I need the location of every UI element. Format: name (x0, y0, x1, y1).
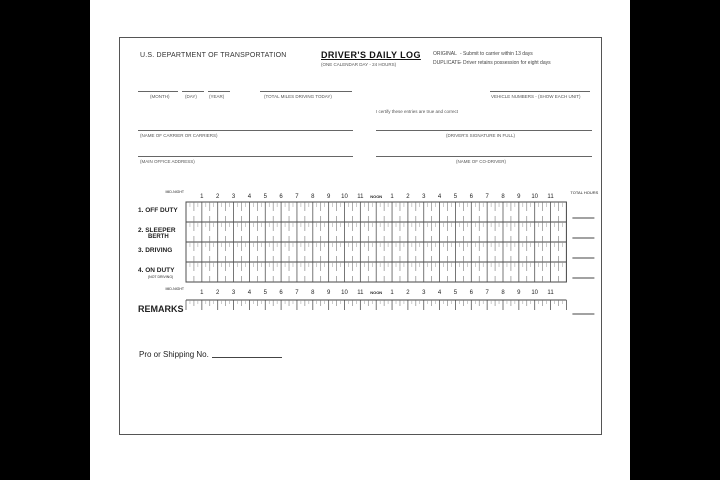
driver-signature-line[interactable] (376, 130, 592, 131)
certify-statement: I certify these entries are true and correct (376, 109, 459, 114)
form-title: DRIVER'S DAILY LOG (321, 50, 421, 60)
hour-label-bottom: 3 (231, 290, 236, 296)
hour-label-bottom: 6 (279, 290, 283, 296)
hour-label-top: 4 (247, 194, 252, 200)
hour-label-bottom: 3 (422, 290, 426, 296)
hour-label-bottom: 10 (531, 290, 539, 296)
hour-label-top: 8 (311, 194, 315, 200)
hour-label-top: 1 (390, 194, 394, 200)
month-line[interactable] (138, 91, 178, 92)
day-caption: (DAY) (185, 94, 197, 99)
total-miles-caption: (TOTAL MILES DRIVING TODAY) (264, 94, 332, 99)
duplicate-label: DUPLICATE (433, 60, 461, 66)
duty-row-label: 4. ON DUTY (138, 267, 175, 274)
hour-label-bottom: 4 (437, 290, 442, 296)
hour-label-top: 5 (453, 194, 458, 200)
pro-shipping-label: Pro or Shipping No. (139, 350, 209, 359)
month-caption: (MONTH) (150, 94, 170, 99)
form-subtitle: (ONE CALENDAR DAY - 24 HOURS) (321, 62, 397, 67)
hour-label-bottom: 5 (453, 290, 458, 296)
hour-label-top: 2 (216, 194, 220, 200)
hour-label-top: 11 (357, 194, 364, 200)
hour-label-bottom: 6 (469, 290, 473, 296)
total-hours-label: TOTAL HOURS (570, 190, 599, 195)
hour-label-top: 6 (469, 194, 473, 200)
hour-label-top: 11 (547, 194, 554, 200)
hour-label-bottom: 5 (263, 290, 267, 296)
main-office-line[interactable] (138, 156, 353, 157)
hour-label-bottom: NOON (370, 290, 383, 295)
hour-label-top: 2 (406, 194, 410, 200)
co-driver-line[interactable] (376, 156, 592, 157)
department-heading: U.S. DEPARTMENT OF TRANSPORTATION (140, 52, 287, 59)
hour-label-bottom: 1 (390, 290, 394, 296)
duty-row-sublabel: (NOT DRIVING) (148, 275, 174, 279)
duty-status-grid[interactable] (120, 188, 603, 478)
hour-label-top: 7 (295, 194, 299, 200)
hour-label-bottom: 7 (295, 290, 299, 296)
hour-label-top: NOON (370, 194, 383, 199)
hour-label-bottom: 7 (485, 290, 489, 296)
driver-signature-caption: (DRIVER'S SIGNATURE IN FULL) (446, 133, 516, 138)
hour-label-bottom: 4 (247, 290, 252, 296)
carrier-name-line[interactable] (138, 130, 353, 131)
hour-label-top: 7 (485, 194, 489, 200)
drivers-daily-log-form (119, 37, 602, 435)
hour-label-bottom: 1 (200, 290, 204, 296)
hour-label-bottom: 8 (311, 290, 315, 296)
hour-label-bottom: 9 (326, 290, 331, 296)
hour-label-bottom: 10 (341, 290, 348, 296)
hour-label-bottom: 8 (501, 290, 505, 296)
duty-row-sublabel: BERTH (148, 234, 169, 240)
mid-night-label-bottom: MID-NIGHT (165, 287, 184, 291)
year-line[interactable] (208, 91, 230, 92)
hour-label-top: 1 (200, 194, 204, 200)
main-office-caption: (MAIN OFFICE ADDRESS) (140, 159, 195, 164)
vehicle-numbers-caption: VEHICLE NUMBERS - (SHOW EACH UNIT) (491, 94, 581, 99)
pro-shipping-line[interactable] (212, 357, 282, 358)
carrier-name-caption: (NAME OF CARRIER OR CARRIERS) (140, 133, 218, 138)
hour-label-bottom: 9 (517, 290, 521, 296)
day-line[interactable] (182, 91, 204, 92)
hour-label-top: 10 (531, 194, 539, 200)
year-caption: (YEAR) (209, 94, 225, 99)
hour-label-bottom: 2 (406, 290, 410, 296)
hour-label-bottom: 2 (216, 290, 220, 296)
total-miles-line[interactable] (260, 91, 352, 92)
hour-label-top: 3 (231, 194, 236, 200)
hour-label-top: 6 (279, 194, 283, 200)
hour-label-bottom: 11 (357, 290, 364, 296)
remarks-label: REMARKS (138, 304, 184, 314)
hour-label-bottom: 11 (547, 290, 554, 296)
hour-label-top: 3 (422, 194, 426, 200)
hour-label-top: 8 (501, 194, 505, 200)
original-label: ORIGINAL (433, 51, 457, 57)
hour-label-top: 4 (437, 194, 442, 200)
co-driver-caption: (NAME OF CO-DRIVER) (456, 159, 506, 164)
original-text: - Submit to carrier within 13 days (460, 51, 533, 57)
duplicate-text: - Driver retains possession for eight days (460, 60, 551, 66)
hour-label-top: 9 (517, 194, 521, 200)
hour-label-top: 5 (263, 194, 267, 200)
duty-row-label: 3. DRIVING (138, 247, 173, 254)
hour-label-top: 10 (341, 194, 348, 200)
hour-label-top: 9 (326, 194, 331, 200)
duty-row-label: 1. OFF DUTY (138, 207, 178, 214)
duty-row-label: 2. SLEEPER (138, 227, 176, 234)
vehicle-numbers-line[interactable] (490, 91, 590, 92)
mid-night-label-top: MID-NIGHT (165, 190, 184, 194)
